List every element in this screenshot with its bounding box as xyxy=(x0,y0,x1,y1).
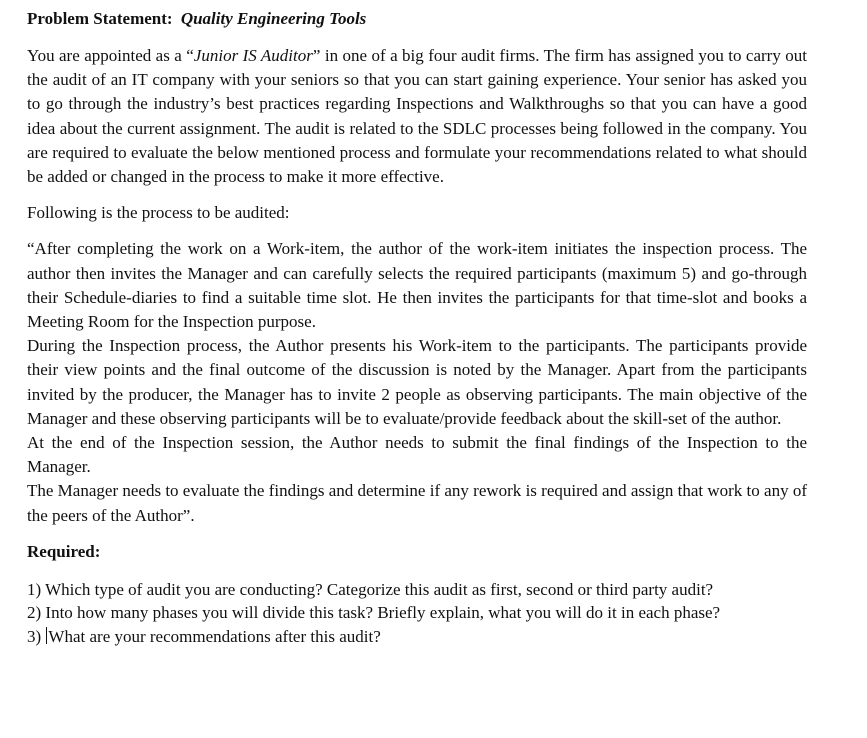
intro-role: Junior IS Auditor xyxy=(193,46,313,65)
problem-statement-title xyxy=(27,7,807,31)
process-paragraph-4: The Manager needs to evaluate the findings and determine if any rework is required and assign that work to any of the peers of the Author”. xyxy=(27,481,807,525)
question-3-text: What are your recommendations after this audit? xyxy=(48,626,381,646)
intro-text-after-role: ” in one of a big four audit firms. The firm has assigned you to carry out the audit of an IT company with your seniors so that you can start gaining experience. Your senior has asked you to go through the industry’s best practices regarding Inspections and Walkthroughs so that you can have a good idea about the current assignment. The audit is related to the SDLC processes being followed in the company. You are required to evaluate the below mentioned process and formulate your recommendations related to what should be added or changed in the process to make it more effective. xyxy=(27,46,807,187)
process-paragraph-3: At the end of the Inspection session, the Author needs to submit the final findings of the Inspection to the Manager. xyxy=(27,433,807,477)
required-heading: Required: xyxy=(27,541,101,561)
document-page xyxy=(27,7,807,648)
process-lead: Following is the process to be audited: xyxy=(27,203,290,223)
intro-paragraph xyxy=(27,44,807,189)
title-topic: Quality Engineering Tools xyxy=(180,9,367,28)
process-paragraph-1: “After completing the work on a Work-item, the author of the work-item initiates the inspection process. The author then invites the Manager and can carefully selects the required participants (maximum 5) and go-through their Schedule-diaries to find a suitable time slot. He then invites the participants for that time-slot and books a Meeting Room for the Inspection purpose. xyxy=(27,239,807,332)
process-description xyxy=(27,237,807,527)
question-3[interactable] xyxy=(27,625,807,649)
question-2: 2) Into how many phases you will divide this task? Briefly explain, what you will do it in each phase? xyxy=(27,603,721,623)
title-label: Problem Statement: xyxy=(27,9,173,28)
process-paragraph-2: During the Inspection process, the Author presents his Work-item to the participants. The participants provide their view points and the final outcome of the discussion is noted by the Manager. Apart from the participants invited by the producer, the Manager has to invite 2 people as observing participants. The main objective of the Manager and these observing participants will be to evaluate/provide feedback about the skill-set of the author. xyxy=(27,336,807,428)
question-3-prefix: 3) xyxy=(27,626,46,646)
question-1: 1) Which type of audit you are conducting? Categorize this audit as first, second or third party audit? xyxy=(27,579,714,599)
intro-text-before-role: You are appointed as a “ xyxy=(27,46,194,65)
question-list xyxy=(27,578,807,649)
